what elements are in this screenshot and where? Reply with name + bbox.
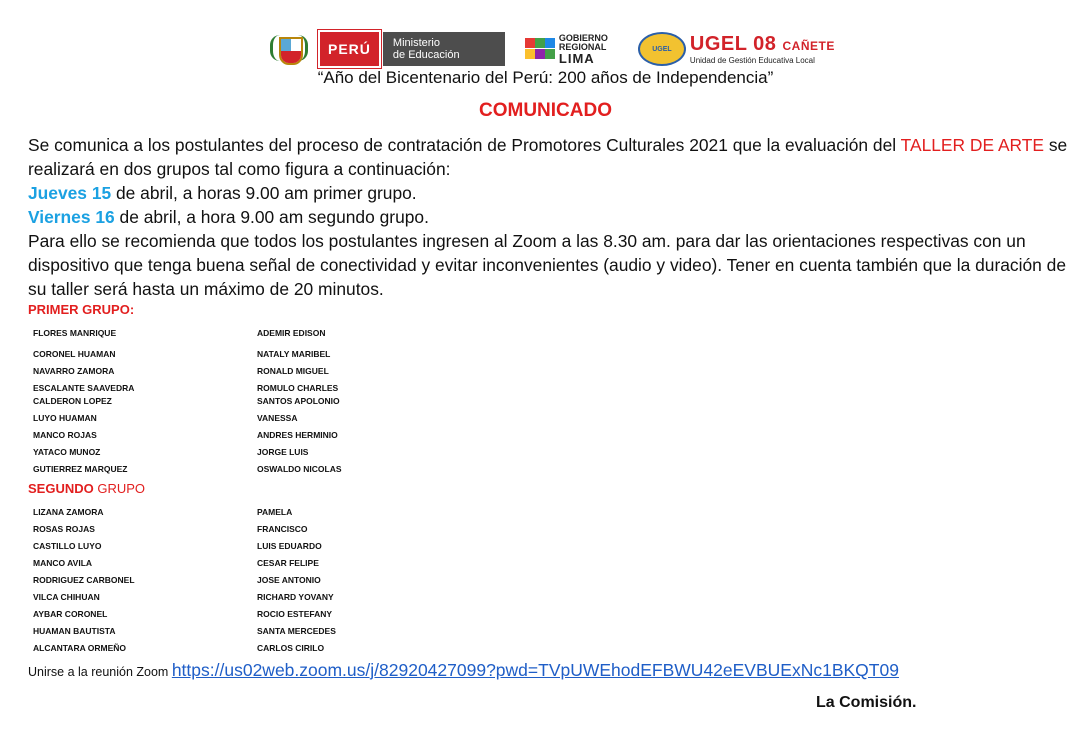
page-title: COMUNICADO (479, 100, 612, 121)
first-name: ANDRES HERMINIO (257, 430, 338, 440)
first-name: OSWALDO NICOLAS (257, 464, 342, 474)
last-name: CASTILLO LUYO (33, 541, 102, 551)
ugel-seal-icon: UGEL (638, 32, 686, 66)
last-name: LIZANA ZAMORA (33, 507, 104, 517)
minedu-logo: Ministerio de Educación (383, 32, 505, 66)
gobierno-regional-lima-logo: GOBIERNO REGIONAL LIMA (525, 34, 608, 65)
first-name: JOSE ANTONIO (257, 575, 321, 585)
last-name: GUTIERREZ MARQUEZ (33, 464, 128, 474)
first-name: JORGE LUIS (257, 447, 309, 457)
first-name: FRANCISCO (257, 524, 308, 534)
zoom-line (28, 660, 899, 681)
first-name: PAMELA (257, 507, 293, 517)
last-name: NAVARRO ZAMORA (33, 366, 115, 376)
last-name: VILCA CHIHUAN (33, 592, 100, 602)
last-name: RODRIGUEZ CARBONEL (33, 575, 135, 585)
first-name: RONALD MIGUEL (257, 366, 329, 376)
ugel-logo: UGEL UGEL 08 CAÑETE Unidad de Gestión Educativa Local (638, 32, 835, 66)
last-name: HUAMAN BAUTISTA (33, 626, 116, 636)
last-name: YATACO MUNOZ (33, 447, 101, 457)
first-name: RICHARD YOVANY (257, 592, 334, 602)
recommendation-paragraph: Para ello se recomienda que todos los postulantes ingresen al Zoom a las 8.30 am. para dar las orientaciones respectivas con un dispositivo que tenga buena señal de conectividad y evitar inconvenientes (audio y video). Tener en cuenta también que la duración de su taller será hasta un máximo de 20 minutos. (28, 231, 1067, 299)
last-name: CORONEL HUAMAN (33, 349, 116, 359)
first-name: ADEMIR EDISON (257, 328, 326, 338)
last-name: FLORES MANRIQUE (33, 328, 117, 338)
header-logos (270, 30, 835, 68)
first-name: VANESSA (257, 413, 298, 423)
last-name: AYBAR CORONEL (33, 609, 108, 619)
last-name: ALCANTARA ORMEÑO (33, 643, 127, 653)
first-name: NATALY MARIBEL (257, 349, 331, 359)
last-name: LUYO HUAMAN (33, 413, 97, 423)
group1-heading: PRIMER GRUPO: (28, 302, 135, 317)
first-name: ROMULO CHARLES (257, 383, 339, 393)
first-name: LUIS EDUARDO (257, 541, 322, 551)
last-name: ESCALANTE SAAVEDRA (33, 383, 135, 393)
first-name: ROCIO ESTEFANY (257, 609, 333, 619)
intro-paragraph: Se comunica a los postulantes del proceso de contratación de Promotores Culturales 2021 que la evaluación del TALLER DE ARTE se realizará en dos grupos tal como figura a continuación: (28, 135, 1068, 179)
schedule-day2: Viernes 16 de abril, a hora 9.00 am segundo grupo. (28, 207, 429, 227)
schedule-day1: Jueves 15 de abril, a horas 9.00 am primer grupo. (28, 183, 417, 203)
first-name: CESAR FELIPE (257, 558, 319, 568)
last-name: MANCO AVILA (33, 558, 93, 568)
peru-logo: PERÚ (318, 30, 381, 68)
gore-mosaic-icon (525, 38, 555, 60)
workshop-name: TALLER DE ARTE (900, 135, 1045, 155)
zoom-link[interactable]: https://us02web.zoom.us/j/82920427099?pwd=TVpUWEhodEFBWU42eEVBUExNc1BKQT09 (171, 660, 899, 680)
first-name: SANTOS APOLONIO (257, 396, 340, 406)
zoom-label: Unirse a la reunión Zoom (28, 665, 172, 679)
first-name: CARLOS CIRILO (257, 643, 325, 653)
signature: La Comisión. (816, 694, 917, 711)
announcement-body (28, 133, 1068, 301)
last-name: CALDERON LOPEZ (33, 396, 112, 406)
group2-heading: SEGUNDO GRUPO (28, 481, 146, 496)
coat-of-arms-icon (270, 31, 308, 67)
first-name: SANTA MERCEDES (257, 626, 336, 636)
last-name: MANCO ROJAS (33, 430, 97, 440)
year-motto: “Año del Bicentenario del Perú: 200 años de Independencia” (317, 68, 774, 87)
last-name: ROSAS ROJAS (33, 524, 95, 534)
